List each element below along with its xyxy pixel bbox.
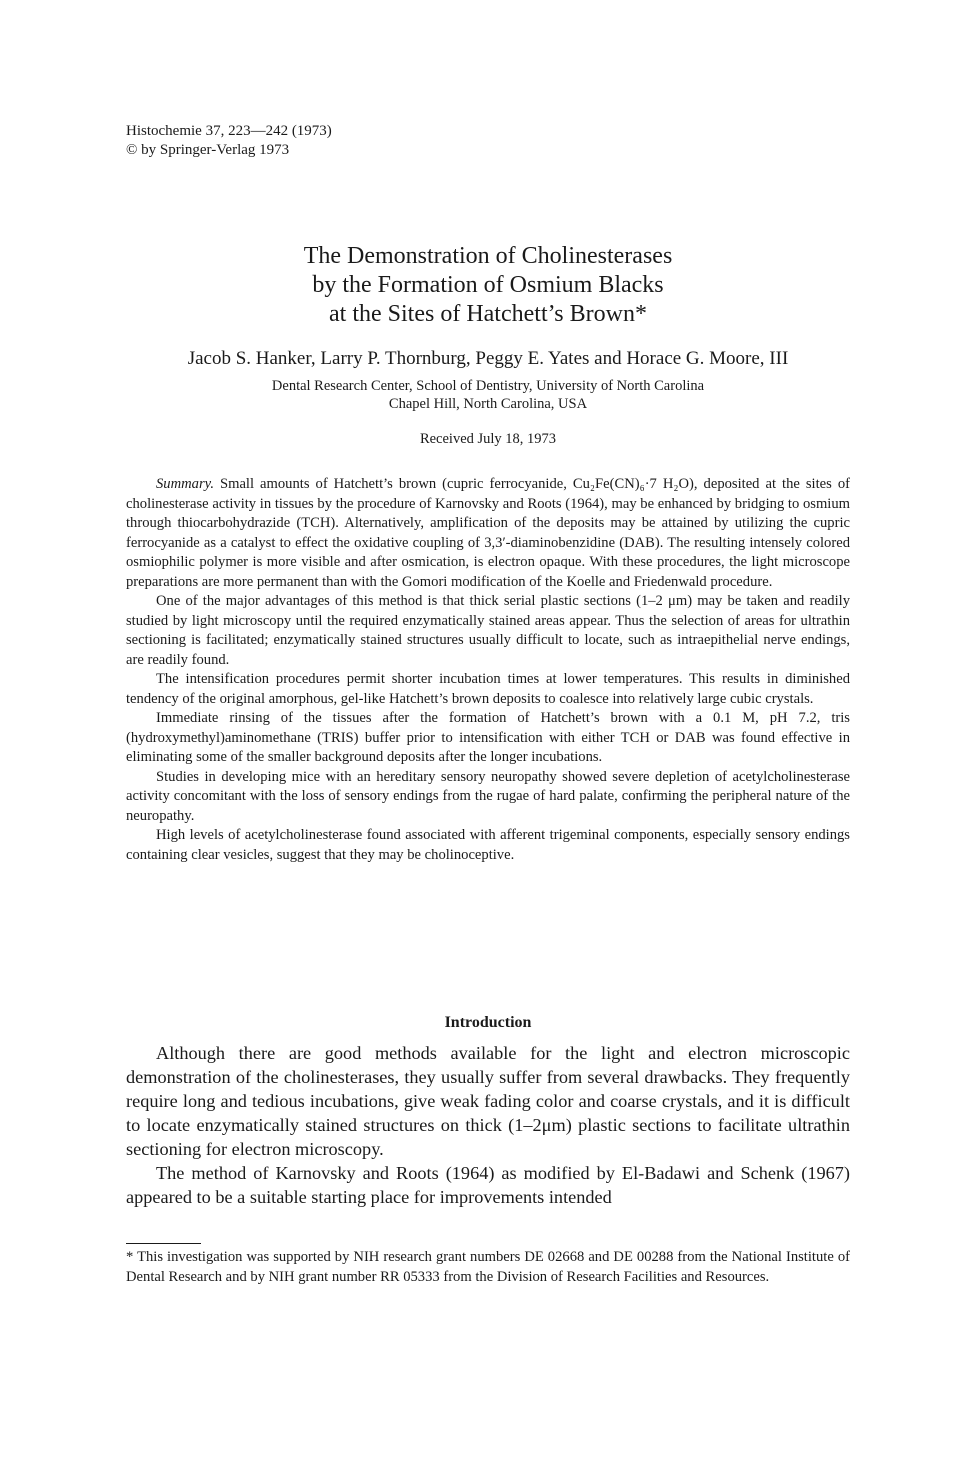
received-date: Received July 18, 1973 [419, 431, 557, 447]
summary-abstract [126, 475, 850, 865]
affiliation-line: Dental Research Center, School of Dentistry, University of North Carolina [271, 378, 705, 394]
author-list: Jacob S. Hanker, Larry P. Thornburg, Peggy E. Yates and Horace G. Moore, III [187, 348, 789, 369]
body-paragraph: Although there are good methods available for the light and electron microscopic demonstration of the cholinesterases, they usually suffer from several drawbacks. They frequently require long and tedious incubations, give weak fading color and coarse crystals, and it is difficult to locate enzymatically stained structures on thick (1–2μm) plastic sections to facilitate ultrathin sectioning for electron microscopy. [126, 1043, 850, 1159]
summary-paragraph: Immediate rinsing of the tissues after the formation of Hatchett’s brown with a 0.1 M, pH 7.2, tris (hydroxymethyl)aminomethane (TRIS) buffer prior to intensification with either TCH or DAB was found effective in eliminating some of the smaller background deposits after the longer incubations. [126, 710, 850, 765]
title-line: by the Formation of Osmium Blacks [312, 272, 664, 298]
body-paragraph: The method of Karnovsky and Roots (1964) as modified by El-Badawi and Schenk (1967) appeared to be a suitable starting place for improvements intended [126, 1163, 850, 1207]
summary-paragraph: Studies in developing mice with an hereditary sensory neuropathy showed severe depletion of acetylcholinesterase activity concomitant with the loss of sensory endings from the rugae of hard palate, confirming the peripheral nature of the neuropathy. [126, 768, 850, 824]
journal-header [126, 122, 332, 160]
summary-text: Small amounts of Hatchett’s brown (cupric ferrocyanide, Cu₂Fe(CN)₆·7 H₂O), deposited at the sites of cholinesterase activity in tissues by the procedure of Karnovsky and Roots (1964), may be enhanced by bridging to osmium through thiocarbohydrazide (TCH). Alternatively, amplification of the deposits may be attained by utilizing the cupric ferrocyanide as a catalyst to effect the oxidative coupling of 3,3′-diaminobenzidine (DAB). The resulting intensely colored osmiophilic polymer is more visible and after osmication, is electron opaque. With these procedures, the light microscope preparations are more permanent than with the Gomori modification of the Koelle and Friedenwald procedure. [126, 476, 850, 590]
summary-label: Summary. [156, 476, 214, 492]
footnote-divider [126, 1243, 201, 1244]
copyright-notice: © by Springer-Verlag 1973 [126, 142, 290, 158]
summary-paragraph: The intensification procedures permit shorter incubation times at lower temperatures. This results in diminished tendency of the original amorphous, gel-like Hatchett’s brown deposits to coalesce into relatively large cubic crystals. [126, 671, 850, 707]
summary-paragraph [126, 475, 850, 592]
affiliation-line: Chapel Hill, North Carolina, USA [388, 396, 588, 412]
summary-paragraph: One of the major advantages of this method is that thick serial plastic sections (1–2 μm) may be taken and readily studied by light microscopy until the required enzymatically stained areas appear. Thus the selection of areas for ultrathin sectioning is facilitated; enzymatically stained structures usually difficult to locate, such as intraepithelial nerve endings, are readily found. [126, 593, 850, 668]
introduction-heading: Introduction [444, 1014, 532, 1031]
footnote: * This investigation was supported by NIH research grant numbers DE 02668 and DE 00288 from the National Institute of Dental Research and by NIH grant number RR 05333 from the Division of Research Facilities and Resources. [126, 1249, 850, 1285]
title-line: The Demonstration of Cholinesterases [303, 243, 673, 269]
title-line: at the Sites of Hatchett’s Brown* [329, 301, 647, 327]
journal-citation: Histochemie 37, 223—242 (1973) [126, 123, 332, 139]
summary-paragraph: High levels of acetylcholinesterase found associated with afferent trigeminal components, especially sensory endings containing clear vesicles, suggest that they may be cholinoceptive. [126, 827, 850, 863]
affiliation [0, 377, 976, 413]
introduction-body [126, 1041, 850, 1209]
article-title [0, 242, 976, 329]
